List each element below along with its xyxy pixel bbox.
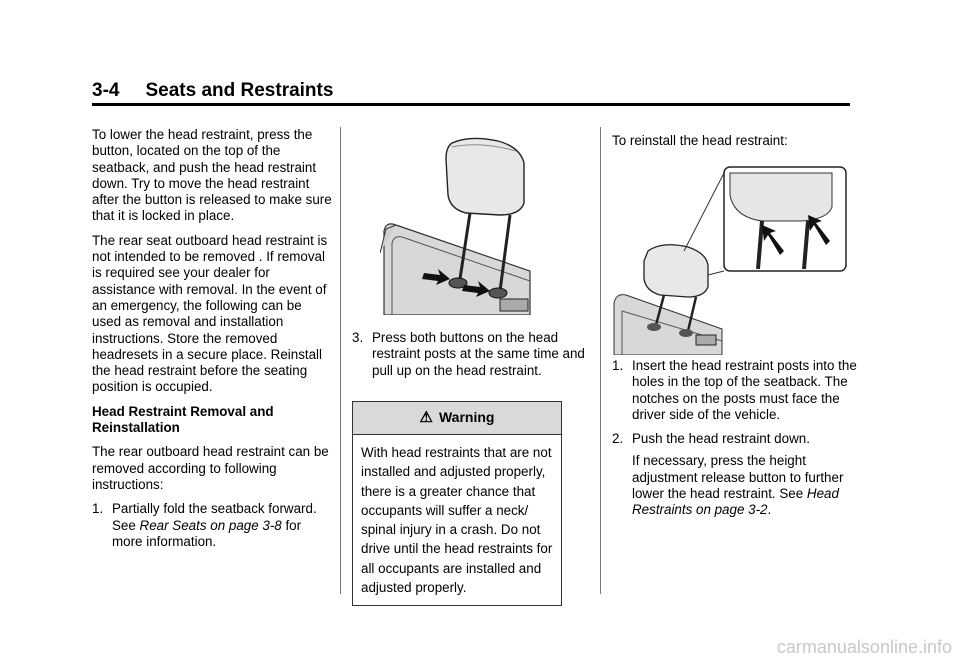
subtext-post: . xyxy=(767,502,772,518)
column-3 xyxy=(612,133,857,157)
step-text: Press both buttons on the head restraint posts at the same time and pull up on the head restraint. xyxy=(372,330,585,378)
column-divider-2 xyxy=(600,127,601,594)
column-1 xyxy=(92,127,332,558)
paragraph-removal-intro: The rear outboard head restraint can be removed according to following instructions: xyxy=(92,444,329,492)
step-subtext xyxy=(632,453,857,518)
column-2 xyxy=(352,330,592,387)
column-3-steps xyxy=(612,358,857,527)
step-text-main: Push the head restraint down. xyxy=(632,431,810,447)
step-text: Insert the head restraint posts into the holes in the top of the seatback. The notches on the posts must face the driver side of the vehicle. xyxy=(632,358,857,422)
paragraph-removal-info: The rear seat outboard head restraint is not intended to be removed . If removal is required see your dealer for assistance with removal. In the event of an emergency, the following can be used as removal and installation instructions. Store the removed headresets in a secure place. Reinstall the head restraint before the seating position is occupied. xyxy=(92,232,328,395)
list-item xyxy=(92,501,332,550)
step-number: 3. xyxy=(352,330,364,345)
subtext-pre: If necessary, press the height adjustment release button to further lower the head restraint. See xyxy=(632,453,844,502)
step-number: 2. xyxy=(612,431,624,447)
list-item xyxy=(352,330,592,379)
watermark: carmanualsonline.info xyxy=(776,637,952,657)
warning-box xyxy=(352,401,562,606)
section-title: Seats and Restraints xyxy=(145,80,334,101)
paragraph-lower-restraint: To lower the head restraint, press the button, located on the top of the seatback, and push the head restraint down. Try to move the head restraint after the button is released to make sure that it is locked in place. xyxy=(92,127,332,224)
cross-reference-link[interactable]: Rear Seats on page 3-8 xyxy=(139,517,282,533)
head-restraint-reinstall-illustration xyxy=(612,165,848,355)
column-divider-1 xyxy=(340,127,341,594)
page-header xyxy=(92,80,333,102)
step-text-post: for more information. xyxy=(112,517,302,549)
step-number: 1. xyxy=(92,501,104,517)
list-item xyxy=(612,358,857,423)
list-item xyxy=(612,431,857,518)
warning-header xyxy=(353,402,561,435)
step-text xyxy=(632,431,857,518)
warning-text: With head restraints that are not installed and adjusted properly, there is a greater chance that occupants will suffer a neck/ spinal injury in a crash. Do not drive until the head restraints for all occupants are installed and adjusted properly. xyxy=(361,445,553,596)
cross-reference-link[interactable]: Head Restraints on page 3-2 xyxy=(632,486,839,518)
subheading-removal: Head Restraint Removal and Reinstallation xyxy=(92,403,274,436)
warning-icon: ⚠ xyxy=(419,409,433,427)
header-rule xyxy=(92,103,850,106)
step-text-pre: Partially fold the seatback forward. See xyxy=(112,501,317,533)
page-number: 3-4 xyxy=(92,80,120,101)
reinstall-intro: To reinstall the head restraint: xyxy=(612,133,788,148)
step-number: 1. xyxy=(612,358,624,373)
warning-title: Warning xyxy=(438,409,495,426)
head-restraint-removal-illustration xyxy=(380,133,532,315)
step-text xyxy=(112,501,332,550)
